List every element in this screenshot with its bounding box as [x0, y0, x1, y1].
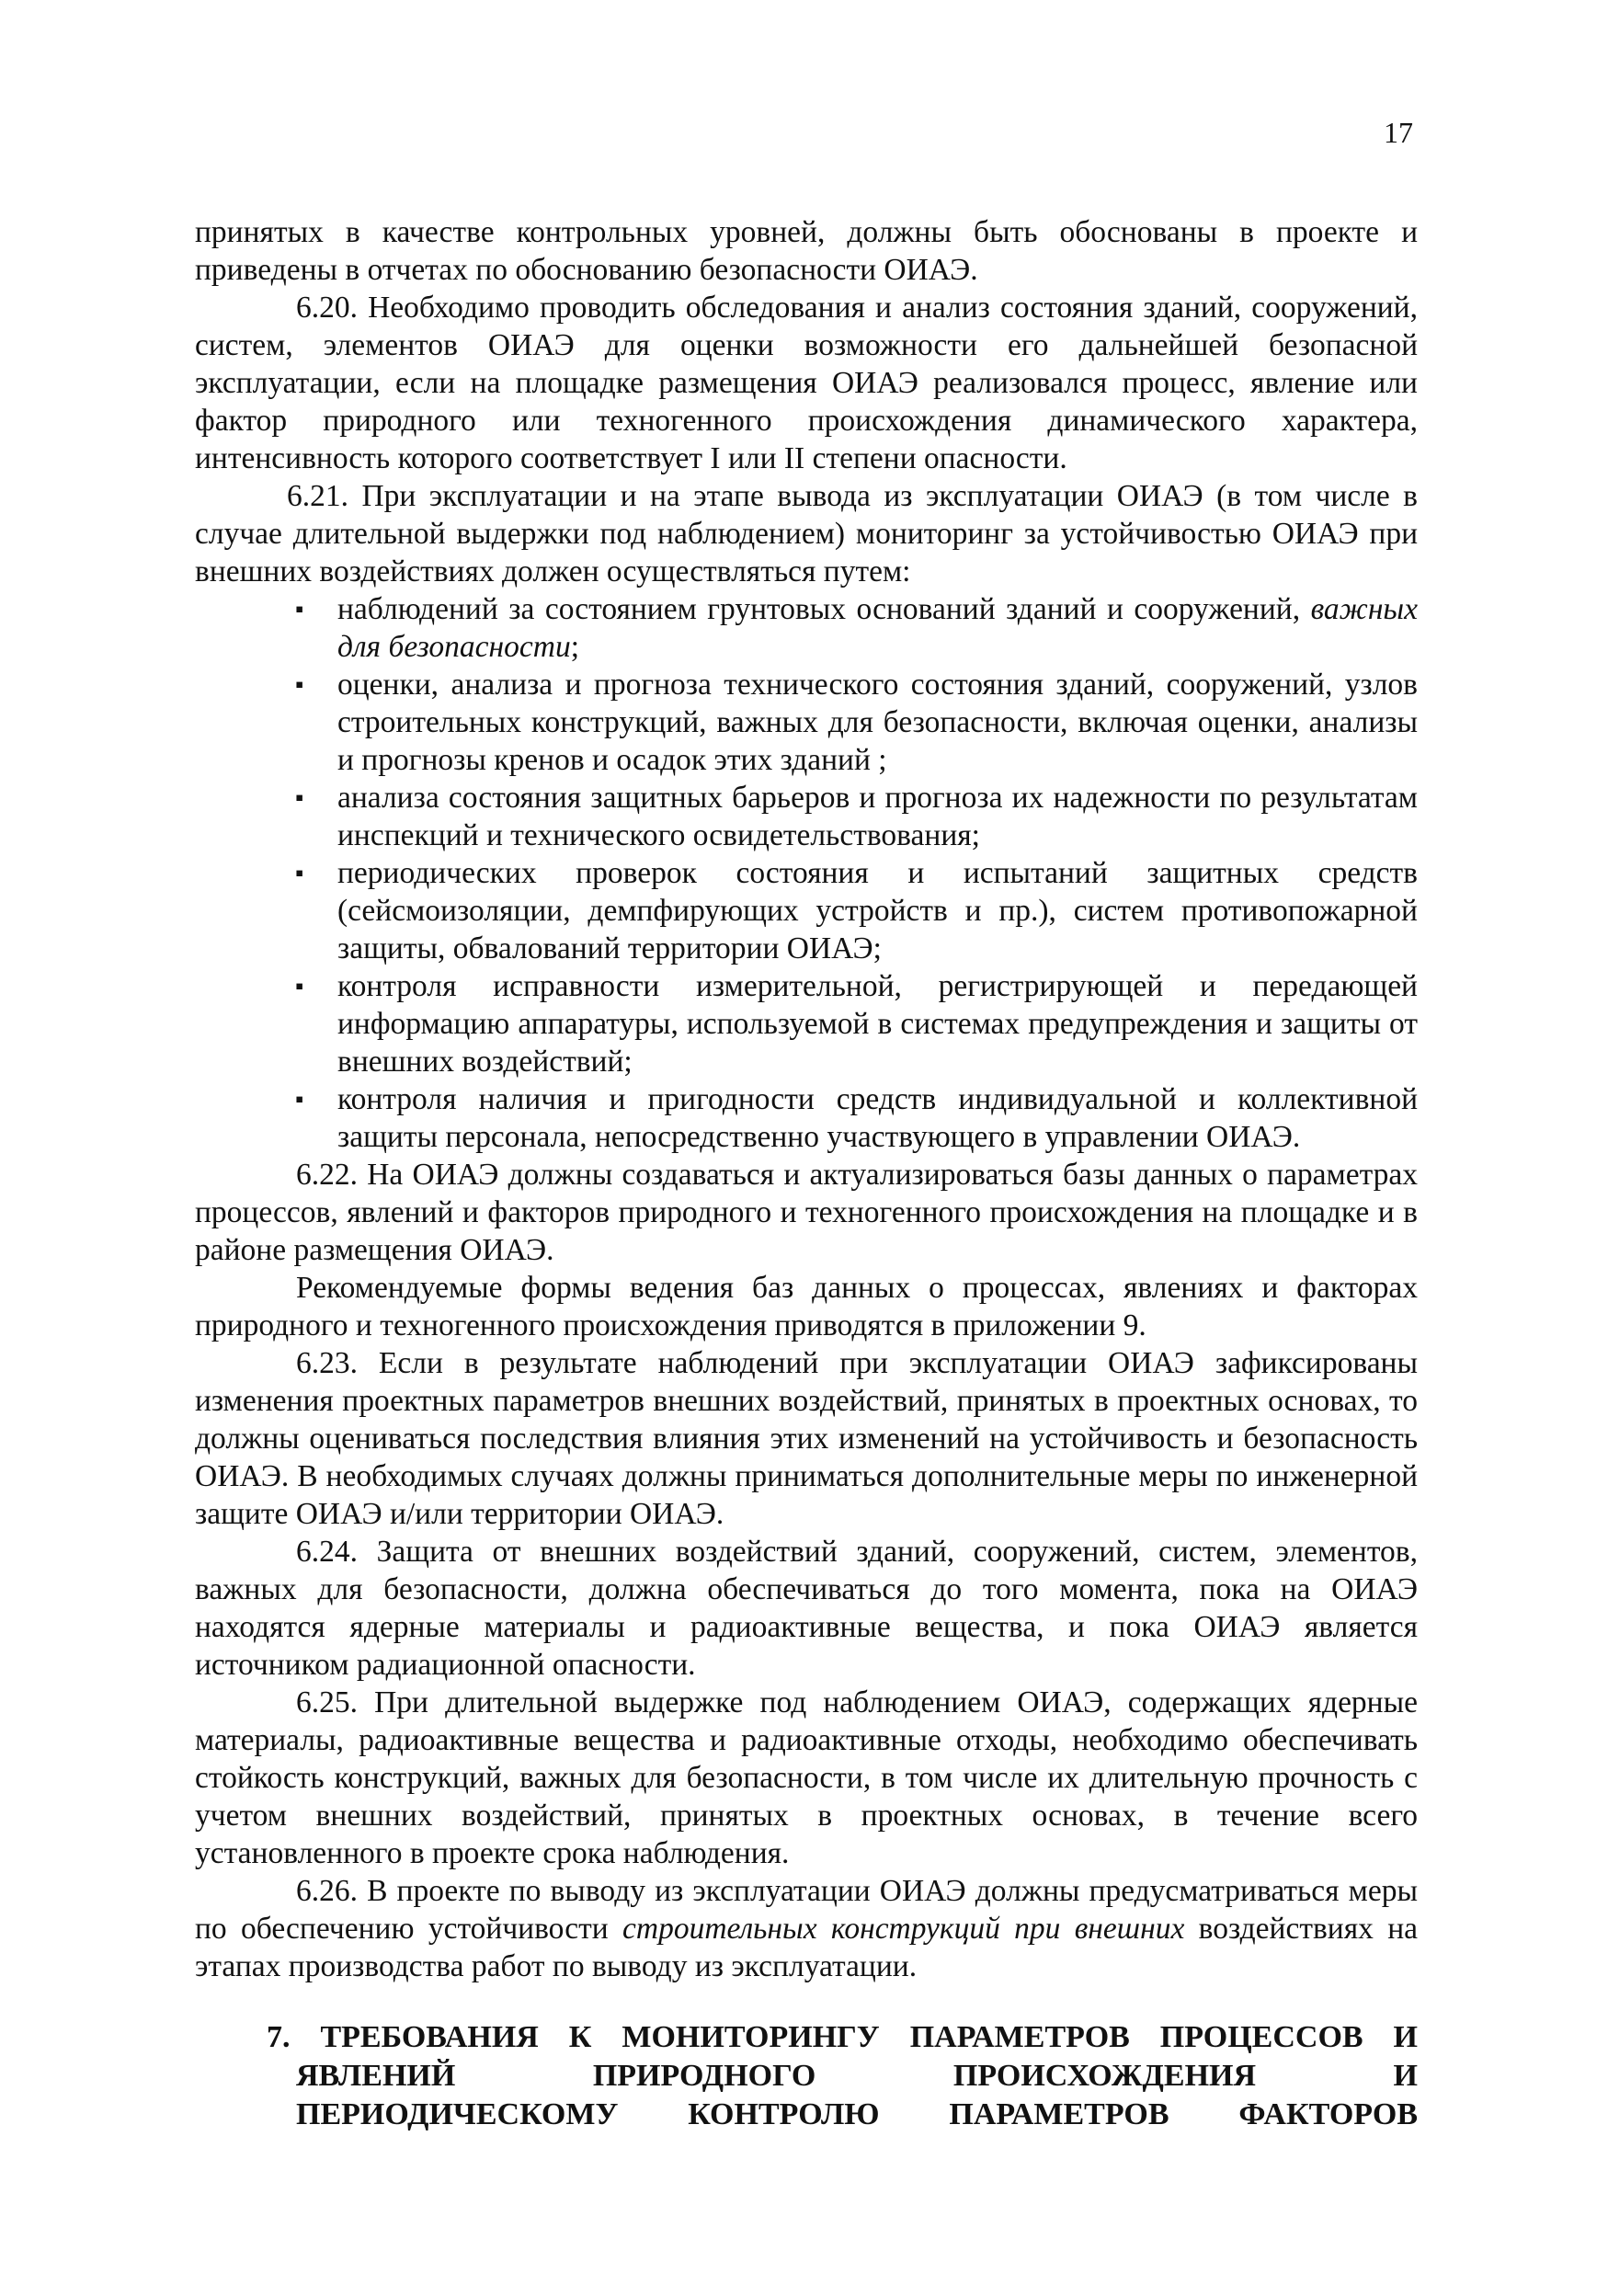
list-item-text: контроля исправности измерительной, регистрирующей и передающей информацию аппаратуры, используемой в системах предупреждения и защиты от внешних воздействий; [337, 969, 1418, 1079]
paragraph-6-26-start: 6.26. В проекте по выводу из эксплуатации ОИАЭ должны предусматриваться меры по обеспечению устойчивости [195, 1874, 1418, 1946]
list-item-text: анализа состояния защитных барьеров и прогноза их надежности по результатам инспекций и технического освидетельствования; [337, 781, 1418, 852]
list-item [295, 967, 1418, 1080]
paragraph-6-22-recommendation: Рекомендуемые формы ведения баз данных о процессах, явлениях и факторах природного и техногенного происхождения приводятся в приложении 9. [195, 1271, 1418, 1342]
list-item [295, 1080, 1418, 1156]
bullet-icon: ▪ [295, 973, 304, 1000]
section-heading-line: ПЕРИОДИЧЕСКОМУ КОНТРОЛЮ ПАРАМЕТРОВ ФАКТОРОВ [296, 2097, 1418, 2131]
monitoring-list [195, 590, 1418, 1156]
paragraph-6-26-italic: строительных конструкций при внешних [622, 1912, 1185, 1946]
page-number: 17 [1384, 116, 1413, 149]
bullet-icon: ▪ [295, 1086, 304, 1113]
list-item-tail: ; [570, 630, 580, 664]
section-heading-line: 7. ТРЕБОВАНИЯ К МОНИТОРИНГУ ПАРАМЕТРОВ ПРОЦЕССОВ И [267, 2020, 1418, 2054]
section-heading-line: ЯВЛЕНИЙ ПРИРОДНОГО ПРОИСХОЖДЕНИЯ И [296, 2059, 1418, 2093]
bullet-icon: ▪ [295, 596, 304, 623]
paragraph-6-26 [195, 1872, 1418, 1985]
list-item [295, 666, 1418, 779]
paragraph-6-20: 6.20. Необходимо проводить обследования и анализ состояния зданий, сооружений, систем, элементов ОИАЭ для оценки возможности его дальнейшей безопасной эксплуатации, если на площадке размещения ОИАЭ реализовался процесс, явление или фактор природного или техногенного происхождения динамического характера, интенсивность которого соответствует I или II степени опасности. [195, 291, 1418, 475]
list-item-text: периодических проверок состояния и испытаний защитных средств (сейсмоизоляции, демпфирующих устройств и пр.), систем противопожарной защиты, обвалований территории ОИАЭ; [337, 856, 1418, 965]
paragraph-6-25: 6.25. При длительной выдержке под наблюдением ОИАЭ, содержащих ядерные материалы, радиоактивные вещества и радиоактивные отходы, необходимо обеспечивать стойкость конструкций, важных для безопасности, в том числе их длительную прочность с учетом внешних воздействий, принятых в проектных основах, в течение всего установленного в проекте срока наблюдения. [195, 1685, 1418, 1870]
list-item [295, 854, 1418, 967]
bullet-icon: ▪ [295, 860, 304, 886]
paragraph-6-26-end: воздействиях на этапах производства работ по выводу из эксплуатации. [195, 1912, 1418, 1983]
list-item-text: наблюдений за состоянием грунтовых оснований зданий и сооружений, [337, 592, 1311, 626]
section-heading [267, 2018, 1418, 2134]
paragraph-6-22: 6.22. На ОИАЭ должны создаваться и актуализироваться базы данных о параметрах процессов, явлений и факторов природного и техногенного происхождения на площадке и в районе размещения ОИАЭ. [195, 1158, 1418, 1267]
list-item [295, 779, 1418, 854]
paragraph-continuation: принятых в качестве контрольных уровней, должны быть обоснованы в проекте и приведены в отчетах по обоснованию безопасности ОИАЭ. [195, 215, 1418, 287]
list-item-text: оценки, анализа и прогноза технического состояния зданий, сооружений, узлов строительных конструкций, важных для безопасности, включая оценки, анализы и прогнозы кренов и осадок этих зданий ; [337, 668, 1418, 777]
paragraph-6-23: 6.23. Если в результате наблюдений при эксплуатации ОИАЭ зафиксированы изменения проектных параметров внешних воздействий, принятых в проектных основах, то должны оцениваться последствия влияния этих изменений на устойчивость и безопасность ОИАЭ. В необходимых случаях должны приниматься дополнительные меры по инженерной защите ОИАЭ и/или территории ОИАЭ. [195, 1346, 1418, 1531]
document-body [195, 213, 1418, 1985]
bullet-icon: ▪ [295, 784, 304, 811]
paragraph-6-24: 6.24. Защита от внешних воздействий зданий, сооружений, систем, элементов, важных для безопасности, должна обеспечиваться до того момента, пока на ОИАЭ находятся ядерные материалы и радиоактивные вещества, и пока ОИАЭ является источником радиационной опасности. [195, 1535, 1418, 1682]
paragraph-6-21: 6.21. При эксплуатации и на этапе вывода из эксплуатации ОИАЭ (в том числе в случае длительной выдержки под наблюдением) мониторинг за устойчивостью ОИАЭ при внешних воздействиях должен осуществляться путем: [195, 479, 1418, 588]
list-item-text: контроля наличия и пригодности средств индивидуальной и коллективной защиты персонала, непосредственно участвующего в управлении ОИАЭ. [337, 1082, 1418, 1154]
bullet-icon: ▪ [295, 671, 304, 698]
list-item-italic: важных для безопасности [337, 592, 1418, 664]
list-item [295, 590, 1418, 666]
